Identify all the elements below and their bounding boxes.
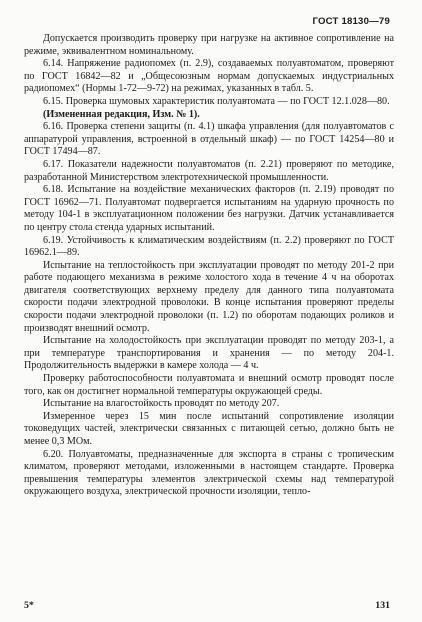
paragraph: 6.18. Испытание на воздействие механических факторов (п. 2.19) проводят по ГОСТ 16962—71. Полуавтомат подвергается испытаниям на ударную прочность по методу 104-1 в эксплуатационном положении без нагрузки. Датчик устанавливается по центру стола стенда ударных испытаний. — [24, 184, 394, 233]
paragraph: Измеренное через 15 мин после испытаний сопротивление изоляции токоведущих частей, электрически связанных с питающей сетью, должно быть не менее 0,3 МОм. — [24, 410, 394, 447]
paragraph: Испытание на холодостойкость при эксплуатации проводят по методу 203-1, а при температуре транспортирования и хранения — по методу 204-1. Продолжительность выдержки в камере холода — 4 ч. — [24, 335, 394, 372]
paragraph: 6.14. Напряжение радиопомех (п. 2.9), создаваемых полуавтоматом, проверяют по ГОСТ 16842—82 и „Общесоюзным нормам допускаемых индустриальных радиопомех“ (Нормы 1-72—9-72) на режимах, указанных в табл. 5. — [24, 58, 394, 95]
document-header: ГОСТ 18130—79 — [312, 16, 390, 27]
paragraph: (Измененная редакция, Изм. № 1). — [43, 108, 200, 120]
paragraph: 6.15. Проверка шумовых характеристик полуавтомата — по ГОСТ 12.1.028—80. — [43, 95, 390, 107]
paragraph: 6.20. Полуавтоматы, предназначенные для экспорта в страны с тропическим климатом, проверяют методами, изложенными в настоящем стандарте. Проверка превышения температуры элементов электрической схемы над температурой окружающего воздуха, электрической прочности изоляции, тепло- — [24, 448, 394, 498]
document-body — [24, 33, 394, 499]
sheet-mark: 5* — [24, 600, 34, 611]
paragraph: Допускается производить проверку при нагрузке на активное сопротивление на режиме, эквивалентном номинальному. — [24, 33, 394, 57]
page-number: 131 — [375, 600, 390, 611]
paragraph: Проверку работоспособности полуавтомата и внешний осмотр проводят после того, как он достигнет нормальной температуры окружающей среды. — [24, 373, 394, 397]
paragraph: 6.16. Проверка степени защиты (п. 4.1) шкафа управления (для полуавтоматов с аппаратурой управления, встроенной в отдельный шкаф) — по ГОСТ 14254—80 и ГОСТ 17494—87. — [24, 121, 394, 158]
paragraph: 6.19. Устойчивость к климатическим воздействиям (п. 2.2) проверяют по ГОСТ 16962.1—89. — [24, 234, 394, 259]
paragraph: 6.17. Показатели надежности полуавтоматов (п. 2.21) проверяют по методике, разработанной Министерством электротехнической промышленности. — [24, 158, 394, 183]
paragraph: Испытание на влагостойкость проводят по методу 207. — [43, 398, 280, 410]
paragraph: Испытание на теплостойкость при эксплуатации проводят по методу 201-2 при работе подающего механизма в режиме холостого хода в течение 4 ч на оборотах двигателя соответствующих верхнему пределу для данного типа полуавтомата скорости подачи электродной проволоки. В конце испытания проверяют пределы скорости подачи электродной проволоки (п. 1.2) по оборотам подающих роликов и производят внешний осмотр. — [24, 259, 394, 334]
